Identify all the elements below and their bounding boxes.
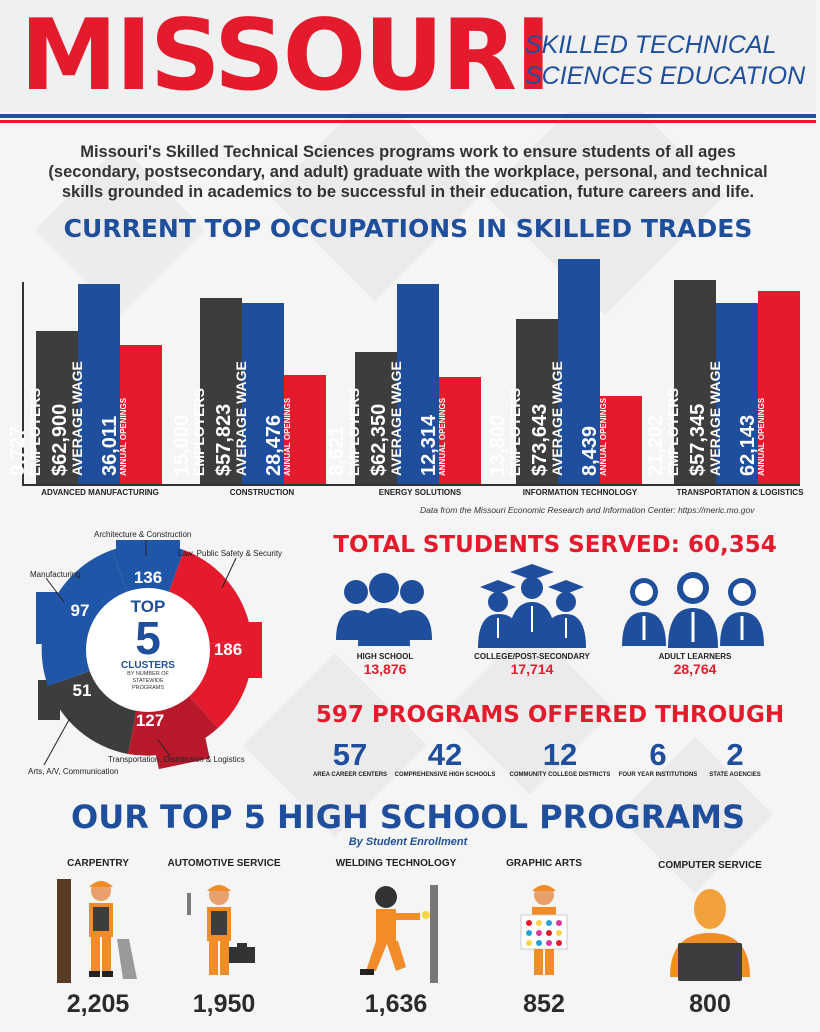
bar-series-label: EMPLOYERS	[507, 388, 523, 476]
bar-label	[646, 388, 680, 476]
cluster-label-transportation: Transportation, Distribution & Logistics	[108, 755, 245, 764]
hs-program-label: COMPUTER SERVICE	[658, 860, 762, 871]
bar-value: $62,900	[49, 403, 71, 476]
bar-annual-openings	[579, 396, 642, 484]
students-college	[462, 652, 602, 677]
bar-series-label: ANNUAL OPENINGS	[119, 397, 128, 476]
bar-series-label: EMPLOYERS	[665, 388, 681, 476]
bar-value: 13,800	[487, 414, 509, 476]
students-label: HIGH SCHOOL	[356, 652, 414, 661]
programs-value: 12	[542, 737, 578, 772]
clusters-word: CLUSTERS	[121, 660, 175, 671]
bar-value: 12,314	[418, 414, 440, 476]
carpenter-icon	[53, 875, 143, 983]
bar-series-label: ANNUAL OPENINGS	[599, 397, 608, 476]
bar-series-label: ANNUAL OPENINGS	[757, 397, 766, 476]
category-label: ENERGY SOLUTIONS	[378, 488, 462, 497]
programs-item	[310, 738, 390, 778]
high-school-icon	[334, 570, 434, 648]
page-title: MISSOURI	[20, 0, 550, 113]
programs-label: AREA CAREER CENTERS	[312, 772, 388, 778]
clusters-five: 5	[135, 612, 161, 664]
intro-text: Missouri's Skilled Technical Sciences programs work to ensure students of all ages (secondary, postsecondary, and adult) graduate with the workplace, personal, and technical skills grounded in academics to be successful in their education, future careers and life.	[48, 143, 768, 201]
bar-series-label: ANNUAL OPENINGS	[438, 397, 447, 476]
data-source: Data from the Missouri Economic Research and Information Center: https://meric.mo.gov	[420, 505, 755, 515]
programs-heading: 597 PROGRAMS OFFERED THROUGH	[315, 702, 785, 728]
students-adult	[630, 652, 760, 677]
bar-value: 9,727	[7, 425, 29, 476]
hs-program-graphic-arts	[464, 858, 624, 1018]
gear-value-97: 97	[70, 601, 90, 620]
programs-value: 42	[427, 737, 463, 772]
bar-series-label: AVERAGE WAGE	[388, 361, 404, 476]
bar-series-label: AVERAGE WAGE	[233, 361, 249, 476]
students-value: 13,876	[363, 661, 407, 677]
hs-program-label: AUTOMOTIVE SERVICE	[167, 858, 281, 869]
programs-value: 6	[649, 737, 667, 772]
programs-item	[616, 738, 700, 778]
hs-program-value: 1,636	[364, 990, 428, 1018]
bar-label	[369, 361, 403, 476]
category-label: ADVANCED MANUFACTURING	[41, 488, 159, 497]
bar-value: $57,823	[213, 403, 235, 476]
hs-program-automotive	[144, 858, 304, 1018]
students-value: 17,714	[510, 661, 554, 677]
bar-value: 21,202	[645, 414, 667, 476]
subtitle-line-1: SKILLED TECHNICAL	[525, 31, 777, 59]
bar-label	[580, 398, 608, 476]
bar-series-label: EMPLOYERS	[27, 388, 43, 476]
category-label: INFORMATION TECHNOLOGY	[522, 488, 638, 497]
bar-series-label: EMPLOYERS	[191, 388, 207, 476]
programs-label: COMPREHENSIVE HIGH SCHOOLS	[394, 772, 496, 778]
cluster-label-law: Law, Public Safety & Security	[178, 549, 283, 558]
bar-value: $62,350	[368, 403, 390, 476]
programs-label: FOUR YEAR INSTITUTIONS	[618, 772, 698, 778]
clusters-top: TOP	[130, 597, 166, 616]
bar-series-label: EMPLOYERS	[346, 388, 362, 476]
bar-label	[488, 388, 522, 476]
bar-annual-openings	[737, 291, 800, 484]
cluster-leader-lines	[0, 0, 300, 780]
programs-value: 57	[332, 737, 368, 772]
bar-series-label: AVERAGE WAGE	[69, 361, 85, 476]
bar-label	[530, 361, 564, 476]
hs-program-value: 852	[523, 990, 565, 1018]
students-label: COLLEGE/POST-SECONDARY	[474, 652, 590, 661]
bar-value: 62,143	[737, 414, 759, 476]
hs-program-value: 1,950	[192, 990, 256, 1018]
gear-value-186: 186	[213, 640, 243, 659]
hs-programs-sub: By Student Enrollment	[348, 836, 468, 848]
mechanic-icon	[179, 875, 269, 983]
category-label: CONSTRUCTION	[229, 488, 295, 497]
bar-label	[419, 398, 447, 476]
programs-value: 2	[726, 737, 744, 772]
bar-value: 8,439	[579, 425, 601, 476]
hs-programs-heading: OUR TOP 5 HIGH SCHOOL PROGRAMS	[71, 798, 745, 836]
hs-program-computer	[630, 858, 790, 1018]
programs-label: STATE AGENCIES	[709, 772, 761, 778]
bar-value: 15,000	[171, 414, 193, 476]
bar-value: $57,345	[687, 403, 709, 476]
cluster-label-manufacturing: Manufacturing	[30, 570, 81, 579]
hs-program-welding	[316, 858, 476, 1018]
students-high-school	[340, 652, 430, 677]
bar-value: $73,643	[529, 403, 551, 476]
gear-value-51: 51	[72, 681, 92, 700]
college-icon	[476, 562, 588, 648]
bar-label	[327, 388, 361, 476]
bar-series-label: AVERAGE WAGE	[549, 361, 565, 476]
programs-item	[702, 738, 768, 778]
students-value: 28,764	[673, 661, 717, 677]
bar-annual-openings	[418, 377, 481, 484]
hs-program-label: CARPENTRY	[67, 858, 129, 869]
hs-program-value: 800	[689, 990, 731, 1018]
adult-learners-icon	[620, 570, 766, 648]
students-heading: TOTAL STUDENTS SERVED: 60,354	[333, 532, 777, 558]
programs-item	[505, 738, 615, 778]
hs-program-label: WELDING TECHNOLOGY	[335, 858, 457, 869]
bar-value: 8,621	[326, 425, 348, 476]
cluster-label-architecture: Architecture & Construction	[94, 530, 192, 539]
category-label: TRANSPORTATION & LOGISTICS	[676, 488, 804, 497]
cluster-label-arts: Arts, A/V, Communication	[28, 767, 119, 776]
welder-icon	[346, 875, 446, 983]
graphic-artist-icon	[499, 875, 589, 983]
subtitle-line-2: SCIENCES EDUCATION	[525, 62, 806, 90]
hs-program-value: 2,205	[66, 990, 130, 1018]
clusters-note: BY NUMBER OF STATEWIDE PROGRAMS	[127, 671, 169, 691]
bar-label	[688, 361, 722, 476]
occupations-heading: CURRENT TOP OCCUPATIONS IN SKILLED TRADES	[63, 214, 753, 243]
gear-value-136: 136	[133, 568, 163, 587]
bar-series-label: AVERAGE WAGE	[707, 361, 723, 476]
computer-user-icon	[660, 877, 760, 985]
hs-program-label: GRAPHIC ARTS	[506, 858, 582, 869]
programs-label: COMMUNITY COLLEGE DISTRICTS	[509, 772, 611, 778]
page-subtitle	[525, 30, 805, 92]
bar-value: 36,011	[99, 415, 121, 476]
bar-series-label: ANNUAL OPENINGS	[283, 397, 292, 476]
programs-item	[390, 738, 500, 778]
bar-label	[738, 398, 766, 476]
students-label: ADULT LEARNERS	[658, 652, 732, 661]
gear-value-127: 127	[135, 711, 165, 730]
bar-value: 28,476	[263, 414, 285, 476]
